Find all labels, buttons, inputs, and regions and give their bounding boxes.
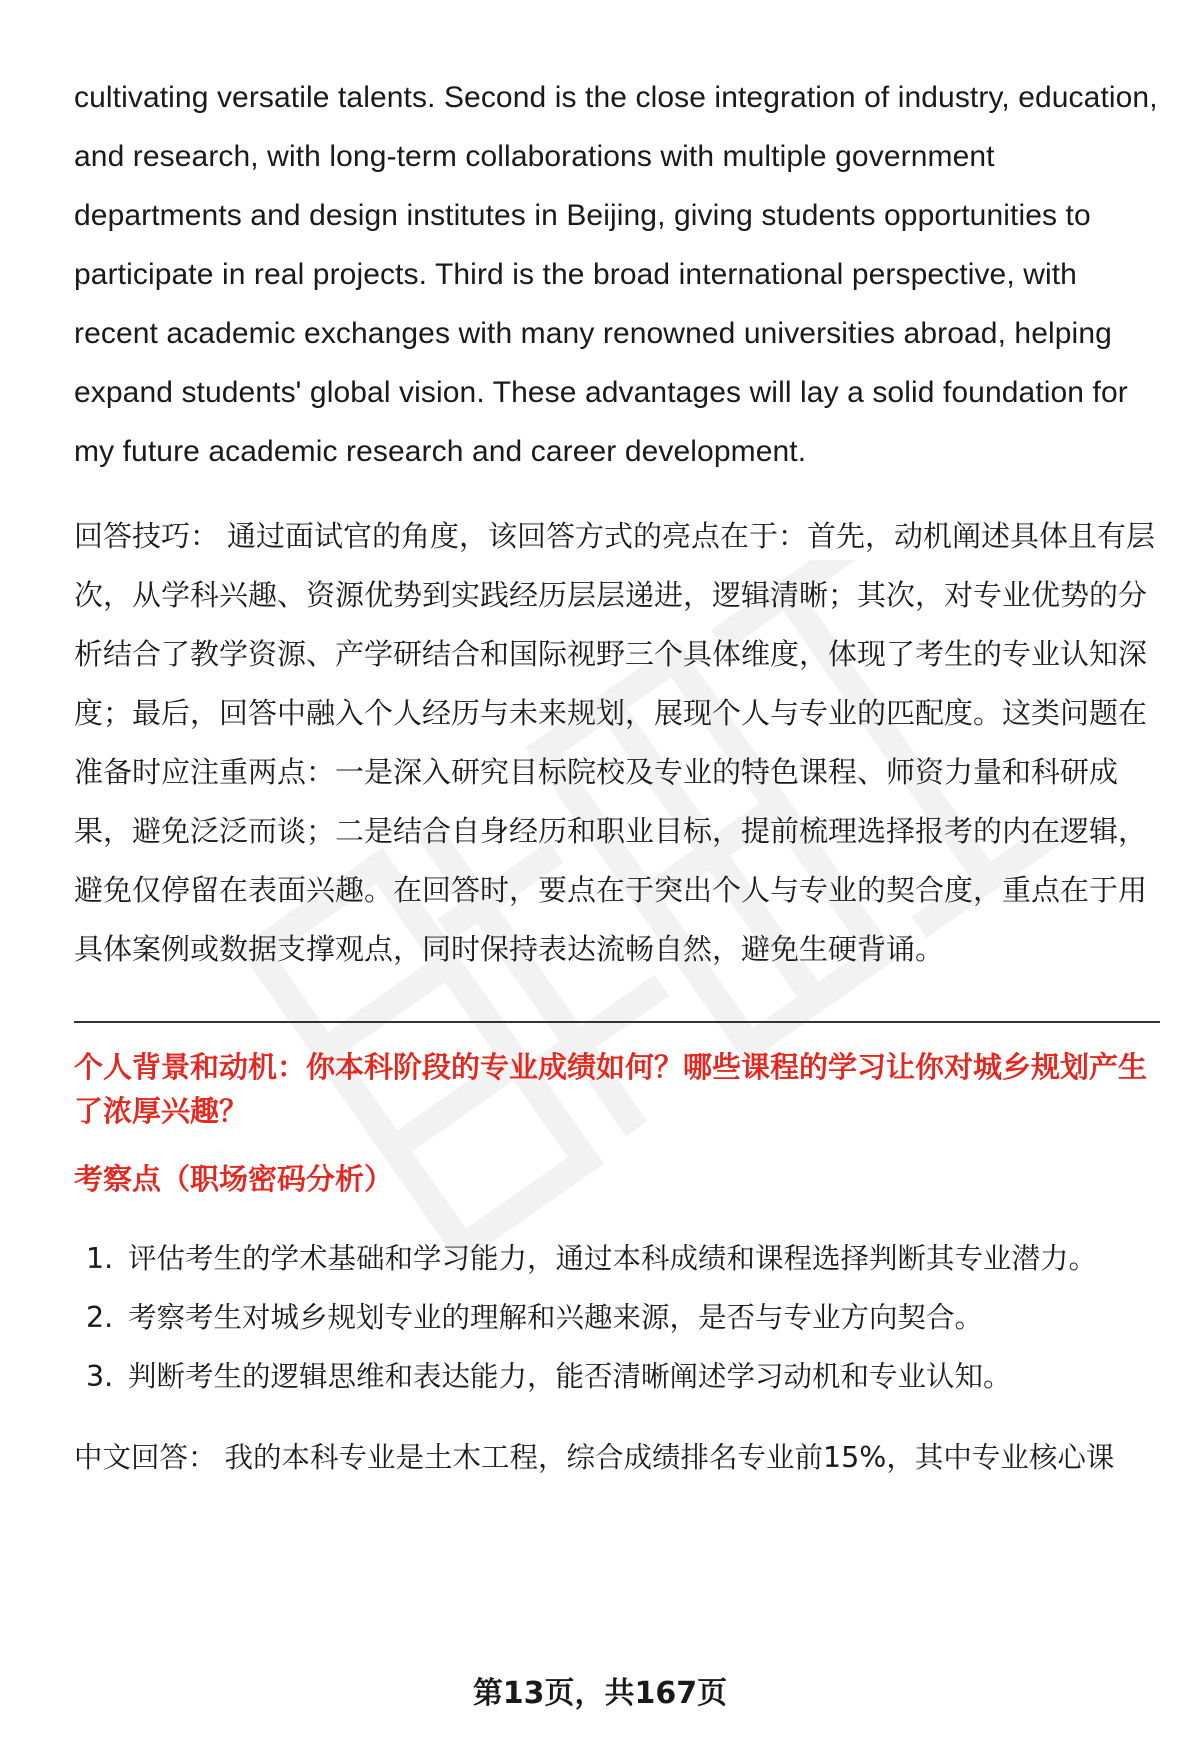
analysis-title: 考察点（职场密码分析） bbox=[74, 1162, 394, 1196]
answer-text: 我的本科专业是土木工程，综合成绩排名专业前15%，其中专业核心课 bbox=[224, 1441, 1115, 1474]
list-item-text: 判断考生的逻辑思维和表达能力，能否清晰阐述学习动机和专业认知。 bbox=[128, 1360, 1012, 1393]
answer-label: 中文回答： bbox=[74, 1441, 217, 1474]
list-item-number: 1. bbox=[86, 1242, 114, 1275]
section-divider bbox=[74, 1021, 1160, 1023]
tips-text: 通过面试官的角度，该回答方式的亮点在于：首先，动机阐述具体且有层次，从学科兴趣、资源优势到实践经历层层递进，逻辑清晰；其次，对专业优势的分析结合了教学资源、产学研结合和国际视野三个具体维度，体现了考生的专业认知深度；最后，回答中融入个人经历与未来规划，展现个人与专业的匹配度。这类问题在准备时应注重两点：一是深入研究目标院校及专业的特色课程、师资力量和科研成果，避免泛泛而谈；二是结合自身经历和职业目标，提前梳理选择报考的内在逻辑，避免仅停留在表面兴趣。在回答时，要点在于突出个人与专业的契合度，重点在于用具体案例或数据支撑观点，同时保持表达流畅自然，避免生硬背诵。 bbox=[74, 519, 1156, 966]
list-item bbox=[74, 1347, 1160, 1406]
list-item-number: 3. bbox=[86, 1360, 114, 1393]
question-heading: 个人背景和动机：你本科阶段的专业成绩如何？哪些课程的学习让你对城乡规划产生了浓厚兴趣？ bbox=[74, 1050, 1148, 1128]
list-item-number: 2. bbox=[86, 1301, 114, 1334]
list-item bbox=[74, 1229, 1160, 1288]
list-item bbox=[74, 1288, 1160, 1347]
tips-label: 回答技巧： bbox=[74, 519, 220, 553]
page-indicator: 第13页，共167页 bbox=[472, 1676, 728, 1711]
answer-tips-block bbox=[74, 507, 1160, 979]
intro-paragraph: cultivating versatile talents. Second is the close integration of industry, education, and research, with long-term collaborations with multiple government departments and design institutes in Beijing, giving students opportunities to participate in real projects. Third is the broad international perspective, with recent academic exchanges with many renowned universities abroad, helping expand students' global vision. These advantages will lay a solid foundation for my future academic research and career development. bbox=[74, 81, 1158, 468]
list-item-text: 考察考生对城乡规划专业的理解和兴趣来源，是否与专业方向契合。 bbox=[128, 1301, 984, 1334]
analysis-points-list bbox=[74, 1229, 1160, 1406]
list-item-text: 评估考生的学术基础和学习能力，通过本科成绩和课程选择判断其专业潜力。 bbox=[128, 1242, 1098, 1275]
chinese-answer-block bbox=[74, 1428, 1160, 1487]
document-page bbox=[74, 68, 1160, 1487]
